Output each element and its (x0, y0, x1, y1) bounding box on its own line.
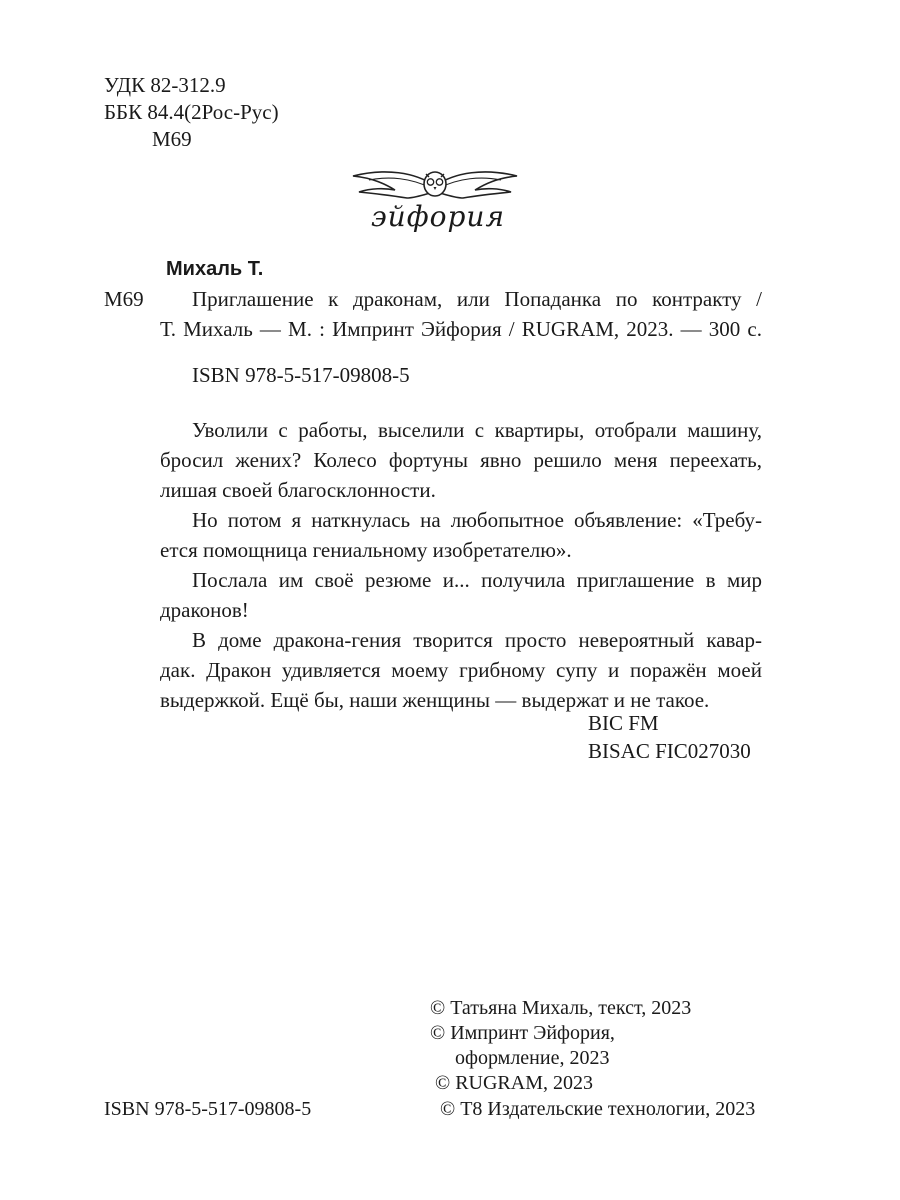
copyright-imprint-design: оформление, 2023 (455, 1047, 610, 1069)
title-line-1: Приглашение к драконам, или Попаданка по контракту / (192, 287, 762, 311)
publisher-logo (345, 162, 525, 242)
isbn-footer: ISBN 978-5-517-09808-5 (104, 1098, 312, 1120)
annotation (160, 415, 762, 715)
udk-code: УДК 82-312.9 (104, 73, 226, 97)
annotation-line: драконов! (160, 598, 249, 622)
copyright-author: © Татьяна Михаль, текст, 2023 (430, 997, 692, 1019)
annotation-line: В доме дракона-гения творится просто невероятный кавар- (192, 628, 762, 652)
annotation-line: Уволили с работы, выселили с квартиры, отобрали машину, (192, 418, 762, 442)
side-code: М69 (104, 287, 144, 311)
bisac-code: BISAC FIC027030 (588, 739, 751, 763)
author-mark-code: М69 (152, 127, 192, 151)
annotation-line: выдержкой. Ещё бы, наши женщины — выдержат и не такое. (160, 688, 710, 712)
title-line-2: Т. Михаль — М. : Импринт Эйфория / RUGRAM, 2023. — 300 с. (160, 317, 762, 341)
bbk-code: ББК 84.4(2Рос-Рус) (104, 100, 279, 124)
annotation-line: Но потом я наткнулась на любопытное объявление: «Требу- (192, 508, 762, 532)
copyright-rugram: © RUGRAM, 2023 (435, 1072, 593, 1094)
isbn-entry: ISBN 978-5-517-09808-5 (192, 363, 410, 387)
copyright-imprint: © Импринт Эйфория, (430, 1022, 615, 1044)
annotation-line: Послала им своё резюме и... получила приглашение в мир (192, 568, 762, 592)
annotation-line: лишая своей благосклонности. (160, 478, 436, 502)
bic-code: BIC FM (588, 711, 659, 735)
annotation-line: бросил жених? Колесо фортуны явно решило меня переехать, (160, 448, 762, 472)
annotation-line: дак. Дракон удивляется моему грибному супу и поражён моей (160, 658, 762, 682)
logo-text: эйфория (371, 200, 505, 233)
annotation-line: ется помощница гениальному изобретателю». (160, 538, 572, 562)
copyright-t8: © Т8 Издательские технологии, 2023 (440, 1098, 756, 1120)
author-heading: Михаль Т. (166, 258, 264, 280)
